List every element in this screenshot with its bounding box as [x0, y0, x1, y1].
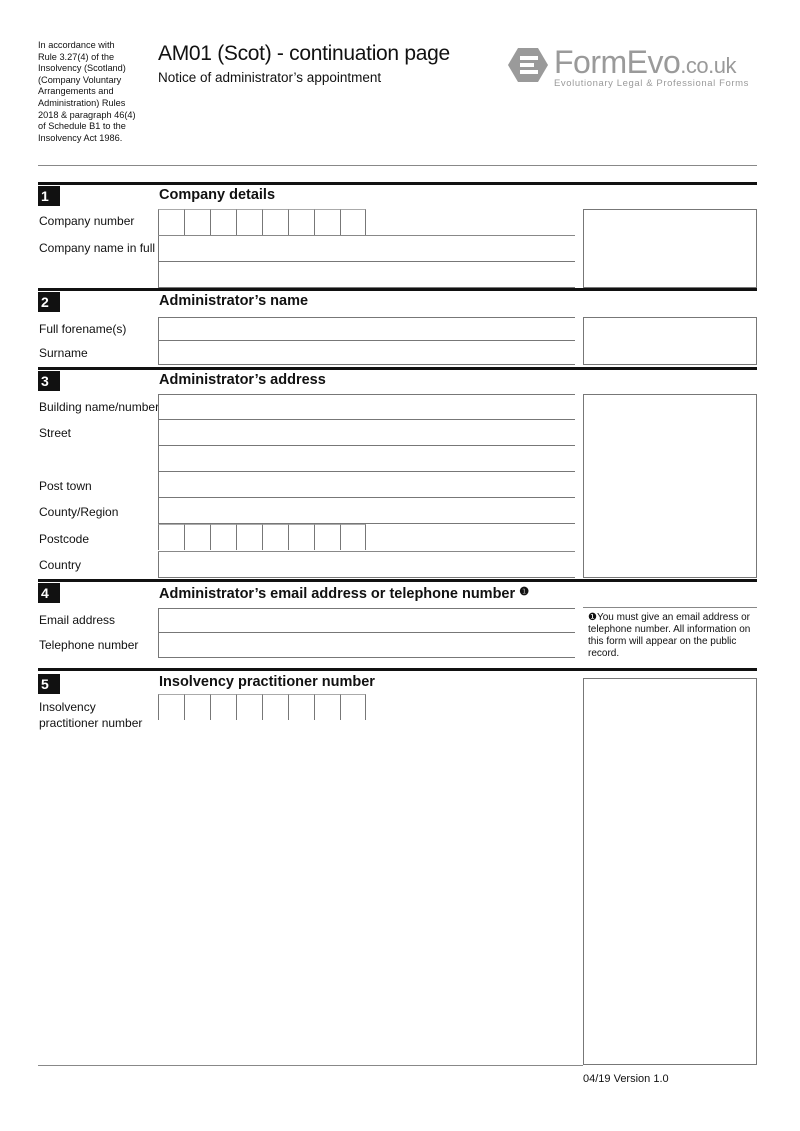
version-label: 04/19 Version 1.0 [583, 1073, 669, 1085]
logo-tagline: Evolutionary Legal & Professional Forms [554, 78, 750, 89]
header-divider [38, 165, 757, 166]
section-4-number: 4 [38, 583, 60, 603]
street-field-2[interactable] [158, 446, 575, 472]
section-1-number: 1 [38, 186, 60, 206]
section-3-rule [38, 367, 757, 370]
logo-wordmark: FormEvo.co.uk [554, 44, 736, 80]
building-label: Building name/number [39, 400, 160, 414]
post-town-field[interactable] [158, 472, 575, 498]
section-4-rule [38, 579, 757, 582]
section-5-number: 5 [38, 674, 60, 694]
forename-field[interactable] [158, 317, 575, 341]
form-title: AM01 (Scot) - continuation page [158, 42, 450, 65]
company-number-label: Company number [39, 214, 135, 228]
section-3-title: Administrator’s address [159, 372, 326, 388]
logo-mark-icon [508, 46, 548, 84]
section-2-rule [38, 288, 757, 291]
section-3-guidance-panel [583, 394, 757, 578]
section-1-guidance-panel [583, 209, 757, 288]
post-town-label: Post town [39, 479, 92, 493]
section-5-title: Insolvency practitioner number [159, 674, 375, 690]
surname-label: Surname [39, 346, 88, 360]
ip-number-label: Insolvency practitioner number [39, 700, 143, 730]
surname-field[interactable] [158, 341, 575, 365]
company-name-label: Company name in full [39, 241, 156, 255]
county-field[interactable] [158, 498, 575, 524]
forename-label: Full forename(s) [39, 322, 127, 336]
section-2-guidance-panel [583, 317, 757, 365]
postcode-field[interactable] [158, 524, 366, 550]
section-1-title: Company details [159, 187, 276, 203]
ip-number-field[interactable] [158, 694, 366, 720]
country-field[interactable] [158, 552, 575, 578]
country-label: Country [39, 558, 82, 572]
footer-divider [38, 1065, 583, 1066]
section-4-title: Administrator’s email address or telephone number $^❶$ [159, 586, 530, 602]
street-label: Street [39, 426, 72, 440]
section-4-guidance-note: ❶You must give an email address or telephone number. All information on this form will appear on the public record. [588, 612, 751, 659]
section-2-title: Administrator’s name [159, 293, 309, 309]
section-5-guidance-panel [583, 678, 757, 1065]
company-name-field-2[interactable] [158, 262, 575, 288]
formevo-logo [508, 44, 758, 92]
legal-reference: In accordance with Rule 3.27(4) of the Insolvency (Scotland) (Company Voluntary Arrangements and Administration) Rules 2018 & paragraph 46(4) of Schedule B1 to the Insolvency Act 1986. [38, 40, 136, 143]
email-label: Email address [39, 613, 116, 627]
telephone-label: Telephone number [39, 638, 139, 652]
section-1-rule [38, 182, 757, 185]
street-field-1[interactable] [158, 420, 575, 446]
building-field[interactable] [158, 394, 575, 420]
postcode-label: Postcode [39, 532, 90, 546]
section-2-number: 2 [38, 292, 60, 312]
company-number-field[interactable] [158, 209, 366, 235]
telephone-field[interactable] [158, 633, 575, 658]
section-5-rule [38, 668, 757, 671]
info-marker-icon: ❶ [519, 586, 530, 598]
county-label: County/Region [39, 505, 119, 519]
section-3-number: 3 [38, 371, 60, 391]
email-field[interactable] [158, 608, 575, 633]
form-subtitle: Notice of administrator’s appointment [158, 70, 382, 85]
company-name-field-1[interactable] [158, 236, 575, 262]
